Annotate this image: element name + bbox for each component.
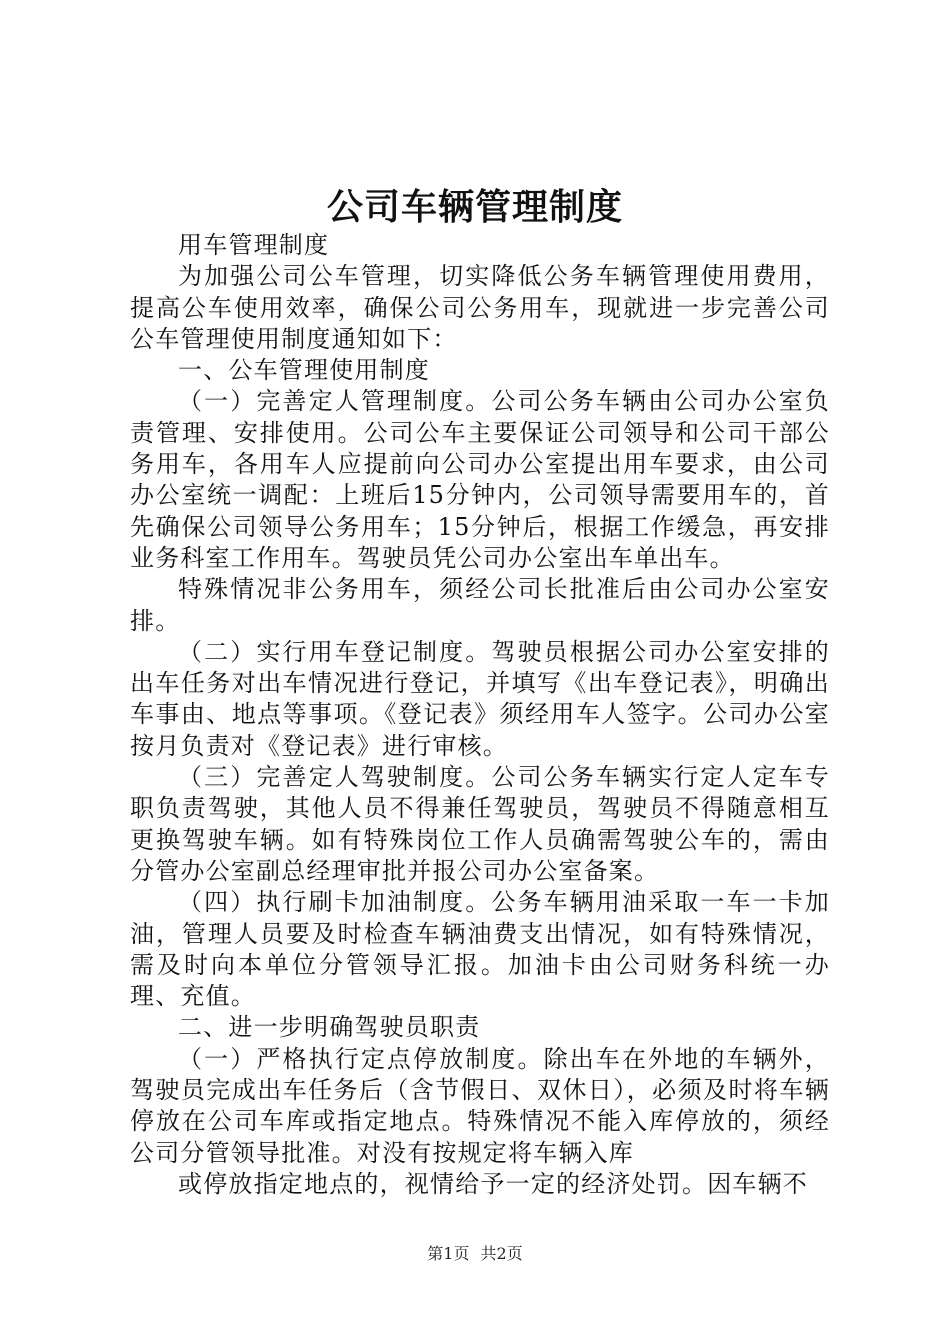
- page-footer: [0, 1244, 950, 1264]
- page-total: 共2页: [480, 1244, 523, 1263]
- paragraph-intro: 为加强公司公车管理，切实降低公务车辆管理使用费用，提高公车使用效率，确保公司公务用车，现就进一步完善公司公车管理使用制度通知如下：: [130, 262, 830, 353]
- paragraph-continued: 或停放指定地点的，视情给予一定的经济处罚。因车辆不: [178, 1169, 808, 1198]
- section-heading-2: 二、进一步明确驾驶员职责: [178, 1013, 481, 1042]
- paragraph-2-1: （一）严格执行定点停放制度。除出车在外地的车辆外，驾驶员完成出车任务后（含节假日、双休日），必须及时将车辆停放在公司车库或指定地点。特殊情况不能入库停放的，须经公司分管领导批准。对没有按规定将车辆入库: [130, 1044, 830, 1167]
- paragraph-1-2: （二）实行用车登记制度。驾驶员根据公司办公室安排的出车任务对出车情况进行登记，并填写《出车登记表》，明确出车事由、地点等事项。《登记表》须经用车人签字。公司办公室按月负责对《登记表》进行审核。: [130, 637, 830, 760]
- document-title: 公司车辆管理制度: [326, 186, 623, 228]
- paragraph-subtitle: 用车管理制度: [178, 231, 330, 259]
- paragraph-1-4: （四）执行刷卡加油制度。公务车辆用油采取一车一卡加油，管理人员要及时检查车辆油费支出情况，如有特殊情况，需及时向本单位分管领导汇报。加油卡由公司财务科统一办理、充值。: [130, 888, 830, 1011]
- paragraph-1-3: （三）完善定人驾驶制度。公司公务车辆实行定人定车专职负责驾驶，其他人员不得兼任驾驶员，驾驶员不得随意相互更换驾驶车辆。如有特殊岗位工作人员确需驾驶公车的，需由分管办公室副总经理审批并报公司办公室备案。: [130, 763, 830, 885]
- paragraph-special-case: 特殊情况非公务用车，须经公司长批准后由公司办公室安排。: [130, 575, 830, 635]
- document-body: [130, 230, 830, 1200]
- paragraph-1-1: （一）完善定人管理制度。公司公务车辆由公司办公室负责管理、安排使用。公司公车主要保证公司领导和公司干部公务用车，各用车人应提前向公司办公室提出用车要求，由公司办公室统一调配：上班后15分钟内，公司领导需要用车的，首先确保公司领导公务用车；15分钟后，根据工作缓急，再安排业务科室工作用车。驾驶员凭公司办公室出车单出车。: [130, 387, 830, 572]
- page-number: 第1页: [427, 1244, 470, 1263]
- section-heading-1: 一、公车管理使用制度: [178, 356, 430, 385]
